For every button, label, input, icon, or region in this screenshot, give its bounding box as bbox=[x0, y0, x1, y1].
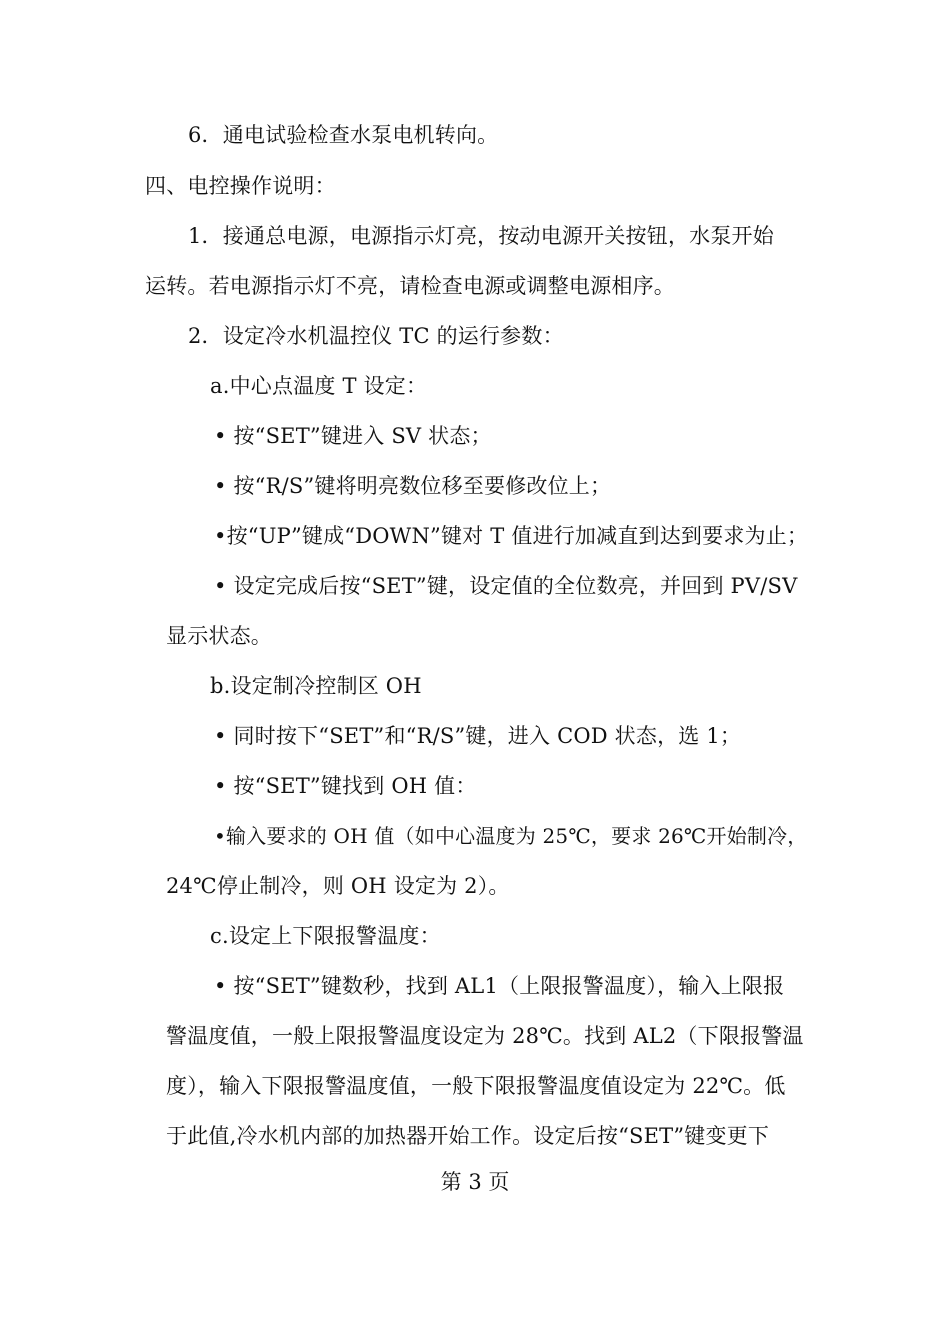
bullet-item: • 按“SET”键进入 SV 状态； bbox=[214, 424, 492, 448]
text-line: 2．设定冷水机温控仪 TC 的运行参数： bbox=[188, 324, 564, 348]
bullet-item: • 同时按下“SET”和“R/S”键，进入 COD 状态，选 1； bbox=[214, 724, 742, 748]
section-heading: 四、电控操作说明： bbox=[145, 174, 336, 198]
bullet-item: • 设定完成后按“SET”键，设定值的全位数亮，并回到 PV/SV bbox=[214, 574, 798, 598]
bullet-item: •输入要求的 OH 值（如中心温度为 25℃，要求 26℃开始制冷， bbox=[214, 824, 808, 848]
bullet-item: • 按“R/S”键将明亮数位移至要修改位上； bbox=[214, 474, 612, 498]
bullet-item: • 按“SET”键数秒，找到 AL1（上限报警温度），输入上限报 bbox=[214, 974, 785, 998]
text-line: 运转。若电源指示灯不亮，请检查电源或调整电源相序。 bbox=[145, 274, 675, 298]
subsection-heading: c.设定上下限报警温度： bbox=[210, 924, 441, 948]
text-line: 显示状态。 bbox=[166, 624, 272, 648]
text-line: 警温度值，一般上限报警温度设定为 28℃。找到 AL2（下限报警温 bbox=[166, 1024, 804, 1048]
bullet-item: •按“UP”键成“DOWN”键对 T 值进行加减直到达到要求为止； bbox=[214, 524, 809, 548]
text-line: 24℃停止制冷，则 OH 设定为 2）。 bbox=[166, 874, 510, 898]
text-line: 1．接通总电源，电源指示灯亮，按动电源开关按钮，水泵开始 bbox=[188, 224, 774, 248]
page-number: 第 3 页 bbox=[440, 1170, 510, 1194]
bullet-item: • 按“SET”键找到 OH 值： bbox=[214, 774, 477, 798]
text-line: 于此值,冷水机内部的加热器开始工作。设定后按“SET”键变更下 bbox=[166, 1124, 770, 1148]
text-line: 6．通电试验检查水泵电机转向。 bbox=[188, 123, 499, 147]
text-line: 度），输入下限报警温度值，一般下限报警温度值设定为 22℃。低 bbox=[166, 1074, 786, 1098]
subsection-heading: b.设定制冷控制区 OH bbox=[210, 674, 422, 698]
subsection-heading: a.中心点温度 T 设定： bbox=[210, 374, 428, 398]
